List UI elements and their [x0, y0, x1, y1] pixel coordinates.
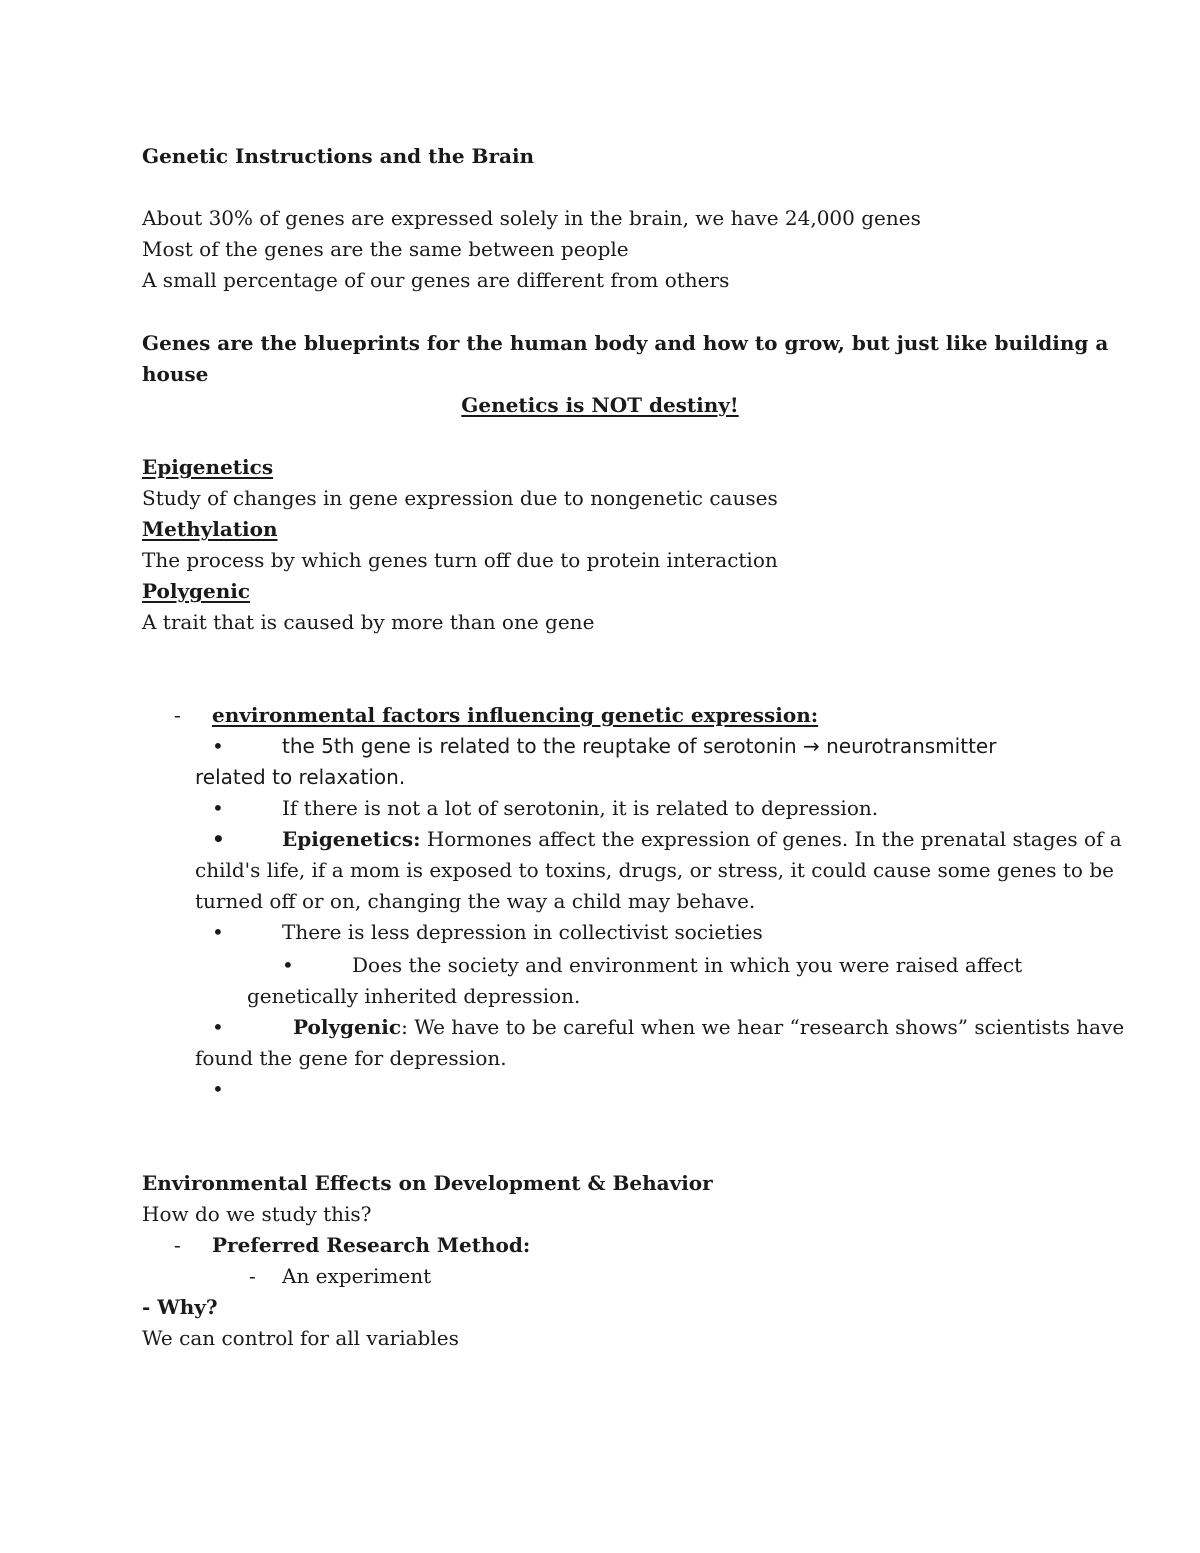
bullet: •: [212, 827, 225, 851]
definition-methylation: The process by which genes turn off due to protein interaction: [142, 548, 778, 572]
sub-bullet: •: [282, 953, 294, 977]
bullet-collectivist: There is less depression in collectivist societies: [282, 920, 763, 944]
intro-line: About 30% of genes are expressed solely in the brain, we have 24,000 genes: [142, 206, 921, 230]
bullet: •: [212, 796, 224, 820]
bullet: •: [212, 920, 224, 944]
preferred-method-label: Preferred Research Method:: [212, 1233, 531, 1257]
bullet-serotonin-line: related to relaxation.: [195, 765, 406, 789]
term-epigenetics: Epigenetics: [142, 455, 274, 479]
bullet-polygenic-text: : We have to be careful when we hear “research shows” scientists have: [401, 1015, 1125, 1039]
term-methylation: Methylation: [142, 517, 278, 541]
definition-epigenetics: Study of changes in gene expression due to nongenetic causes: [142, 486, 778, 510]
bullet-epigenetics-line: [282, 824, 1122, 855]
definition-polygenic: A trait that is caused by more than one gene: [142, 610, 595, 634]
list-dash: -: [174, 1233, 181, 1257]
bullet-polygenic-line: [293, 1012, 1124, 1043]
bullet-serotonin-line: the 5th gene is related to the reuptake of serotonin → neurotransmitter: [282, 734, 997, 758]
list-dash: -: [249, 1264, 256, 1288]
bullet-depression: If there is not a lot of serotonin, it is related to depression.: [282, 796, 879, 820]
sub-bullet-society-line: Does the society and environment in which you were raised affect: [352, 953, 1023, 977]
bullet-polygenic-label: Polygenic: [293, 1015, 402, 1039]
blueprint-line: Genes are the blueprints for the human body and how to grow, but just like building a: [142, 331, 1109, 355]
bullet-epigenetics-line: turned off or on, changing the way a child may behave.: [195, 889, 756, 913]
destiny-text: Genetics is NOT destiny!: [461, 393, 739, 417]
bullet-polygenic-line: found the gene for depression.: [195, 1046, 507, 1070]
document-title: Genetic Instructions and the Brain: [142, 144, 535, 168]
bullet-epigenetics-label: Epigenetics:: [282, 827, 421, 851]
empty-bullet: •: [212, 1077, 224, 1101]
intro-line: A small percentage of our genes are different from others: [142, 268, 730, 292]
bullet-epigenetics-text: Hormones affect the expression of genes. In the prenatal stages of a: [420, 827, 1122, 851]
why-heading: - Why?: [142, 1295, 218, 1319]
env-effects-heading: Environmental Effects on Development & Behavior: [142, 1171, 713, 1195]
bullet-epigenetics-line: child's life, if a mom is exposed to toxins, drugs, or stress, it could cause some genes to be: [195, 858, 1114, 882]
preferred-method-value: An experiment: [282, 1264, 432, 1288]
list-dash: -: [174, 703, 181, 727]
blueprint-line: house: [142, 362, 209, 386]
sub-bullet-society-line: genetically inherited depression.: [247, 984, 581, 1008]
env-effects-question: How do we study this?: [142, 1202, 372, 1226]
term-polygenic: Polygenic: [142, 579, 251, 603]
why-answer: We can control for all variables: [142, 1326, 459, 1350]
destiny-heading: [0, 390, 1200, 421]
bullet: •: [212, 734, 224, 758]
env-factors-heading: environmental factors influencing genetic expression:: [212, 703, 819, 727]
intro-line: Most of the genes are the same between people: [142, 237, 629, 261]
bullet: •: [212, 1015, 224, 1039]
